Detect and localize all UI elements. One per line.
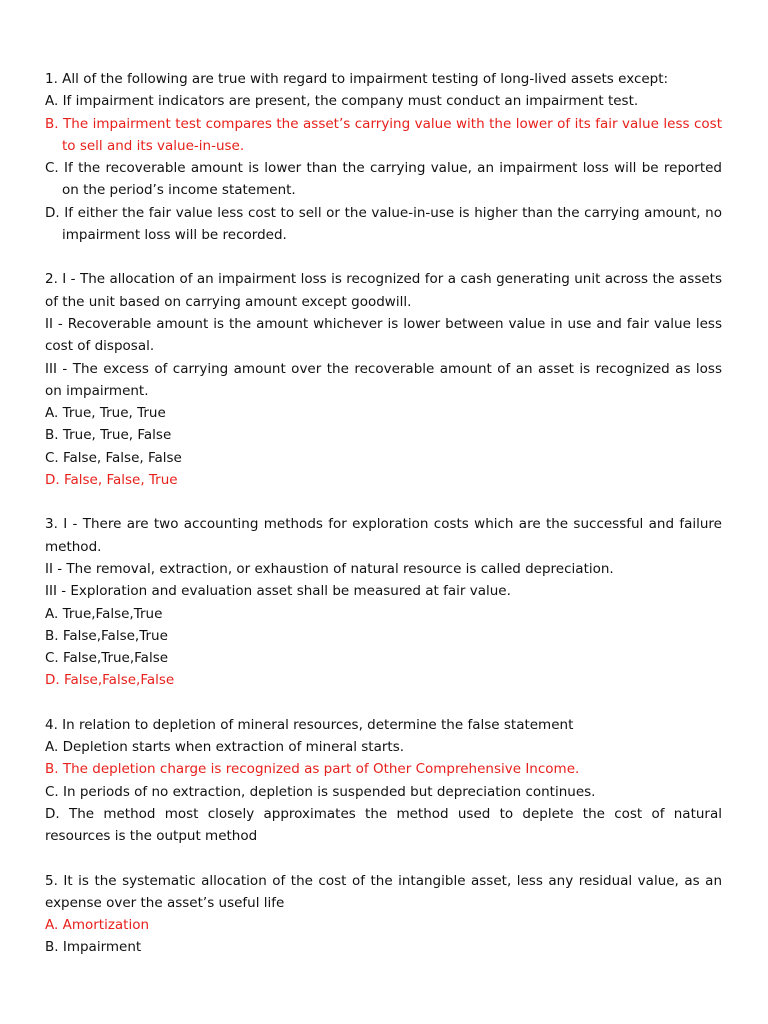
question-statement-ii: II - Recoverable amount is the amount whichever is lower between value in use and fair value less cost of disposal.: [45, 315, 722, 355]
option-a: A. If impairment indicators are present, the company must conduct an impairment test.: [45, 93, 639, 110]
question-5: [45, 870, 722, 959]
option-a: A. True,False,True: [45, 605, 163, 622]
question-statement-i: 2. I - The allocation of an impairment loss is recognized for a cash generating unit across the assets of the unit based on carrying amount except goodwill.: [45, 271, 722, 310]
question-prompt: 4. In relation to depletion of mineral resources, determine the false statement: [45, 716, 574, 733]
option-d-answer: D. False, False, True: [45, 472, 178, 489]
option-c: C. False,True,False: [45, 650, 169, 667]
document-page: [45, 68, 722, 981]
option-b-answer: B. The depletion charge is recognized as part of Other Comprehensive Income.: [45, 761, 580, 778]
question-statement-ii: II - The removal, extraction, or exhaustion of natural resource is called depreciation.: [45, 560, 614, 577]
option-a: A. Depletion starts when extraction of mineral starts.: [45, 739, 405, 756]
question-prompt: 1. All of the following are true with regard to impairment testing of long-lived assets except:: [45, 71, 669, 87]
option-c: C. In periods of no extraction, depletion is suspended but depreciation continues.: [45, 783, 596, 800]
question-2: [45, 268, 722, 491]
option-c: C. False, False, False: [45, 449, 182, 466]
question-prompt: 5. It is the systematic allocation of the cost of the intangible asset, less any residual value, as an expense over the asset’s useful life: [45, 872, 722, 911]
option-c: C. If the recoverable amount is lower than the carrying value, an impairment loss will be reported on the period’s income statement.: [45, 160, 722, 199]
option-d-answer: D. False,False,False: [45, 672, 175, 689]
question-1: [45, 68, 722, 246]
option-d: D. The method most closely approximates the method used to deplete the cost of natural resources is the output method: [45, 805, 722, 845]
option-b: B. Impairment: [45, 939, 142, 956]
option-b-answer: B. The impairment test compares the asset’s carrying value with the lower of its fair value less cost to sell and its value-in-use.: [45, 115, 722, 154]
option-d: D. If either the fair value less cost to sell or the value-in-use is higher than the carrying amount, no impairment loss will be recorded.: [45, 204, 722, 244]
option-b: B. True, True, False: [45, 427, 172, 444]
option-b: B. False,False,True: [45, 627, 168, 644]
question-3: [45, 513, 722, 691]
question-statement-i: 3. I - There are two accounting methods for exploration costs which are the successful and failure method.: [45, 516, 722, 555]
question-4: [45, 714, 722, 848]
option-a-answer: A. Amortization: [45, 917, 150, 934]
option-a: A. True, True, True: [45, 405, 166, 422]
question-statement-iii: III - Exploration and evaluation asset shall be measured at fair value.: [45, 583, 511, 600]
question-statement-iii: III - The excess of carrying amount over the recoverable amount of an asset is recognized as loss on impairment.: [45, 360, 722, 399]
